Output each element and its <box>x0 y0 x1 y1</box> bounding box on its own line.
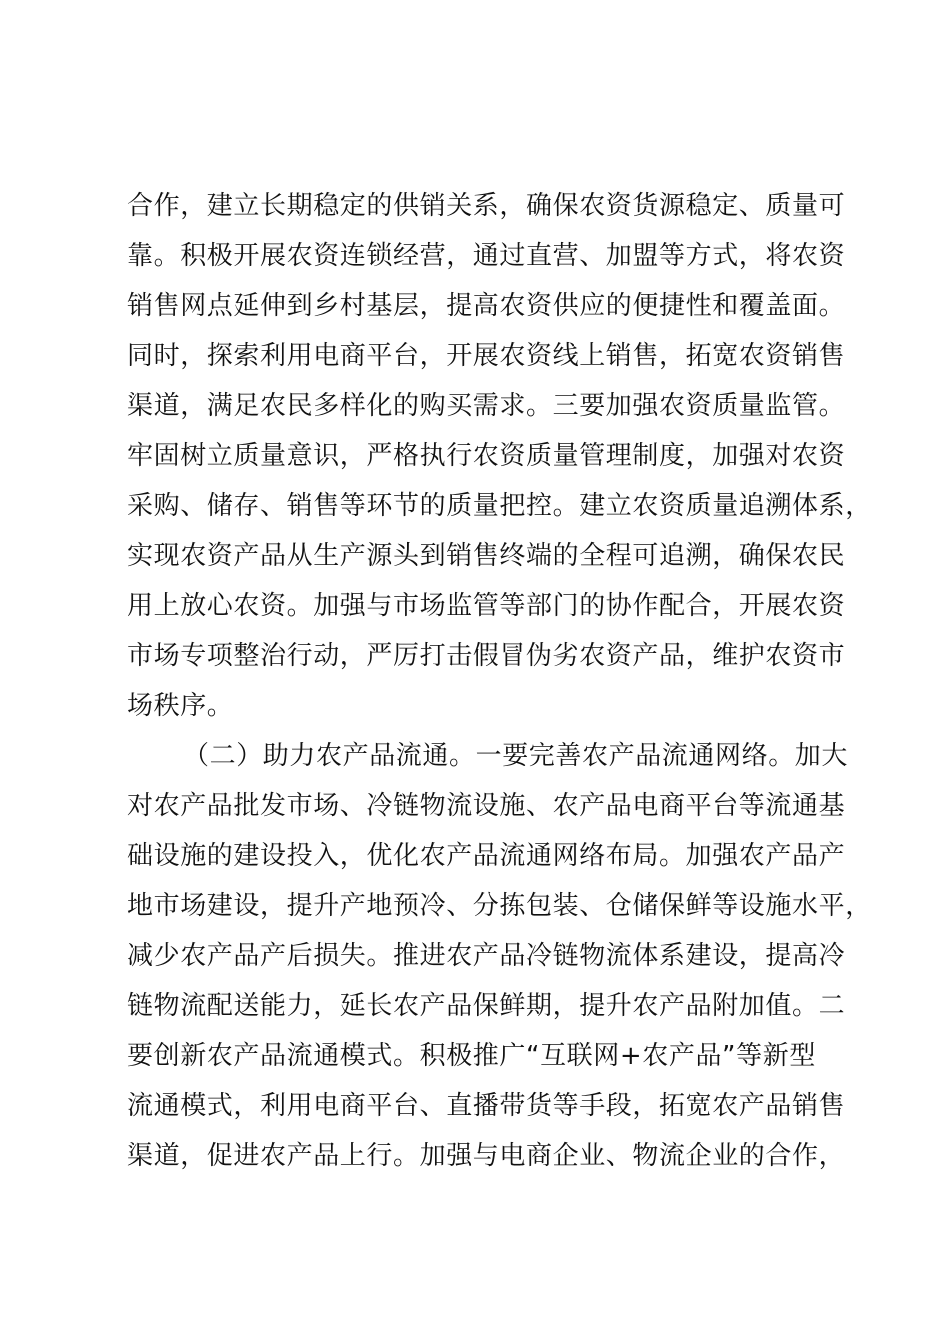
text-line: 减少农产品产后损失。推进农产品冷链物流体系建设，提高冷 <box>127 941 846 971</box>
text-line: 地市场建设，提升产地预冷、分拣包装、仓储保鲜等设施水平， <box>127 891 872 921</box>
text-line: 市场专项整治行动，严厉打击假冒伪劣农资产品，维护农资市 <box>127 641 846 671</box>
text-line: 渠道，促进农产品上行。加强与电商企业、物流企业的合作， <box>127 1141 846 1171</box>
document-body <box>127 181 872 1181</box>
text-line: 要创新农产品流通模式。积极推广“互联网+农产品”等新型 <box>127 1041 816 1071</box>
text-line: 实现农资产品从生产源头到销售终端的全程可追溯，确保农民 <box>127 541 846 571</box>
text-line: 采购、储存、销售等环节的质量把控。建立农资质量追溯体系， <box>127 491 872 521</box>
text-line: 合作，建立长期稳定的供销关系，确保农资货源稳定、质量可 <box>127 191 846 221</box>
text-line: 渠道，满足农民多样化的购买需求。三要加强农资质量监管。 <box>127 391 846 421</box>
text-line: 流通模式，利用电商平台、直播带货等手段，拓宽农产品销售 <box>127 1091 846 1121</box>
text-line: 靠。积极开展农资连锁经营，通过直营、加盟等方式，将农资 <box>127 241 846 271</box>
text-line: 础设施的建设投入，优化农产品流通网络布局。加强农产品产 <box>127 841 846 871</box>
text-line: 对农产品批发市场、冷链物流设施、农产品电商平台等流通基 <box>127 791 846 821</box>
text-line: 销售网点延伸到乡村基层，提高农资供应的便捷性和覆盖面。 <box>127 291 846 321</box>
text-line: 链物流配送能力，延长农产品保鲜期，提升农产品附加值。二 <box>127 991 846 1021</box>
text-line: 牢固树立质量意识，严格执行农资质量管理制度，加强对农资 <box>127 441 846 471</box>
section-heading-line: （二）助力农产品流通。一要完善农产品流通网络。加大 <box>183 741 849 771</box>
text-line: 同时，探索利用电商平台，开展农资线上销售，拓宽农资销售 <box>127 341 846 371</box>
text-line: 场秩序。 <box>127 691 234 721</box>
text-line: 用上放心农资。加强与市场监管等部门的协作配合，开展农资 <box>127 591 846 621</box>
